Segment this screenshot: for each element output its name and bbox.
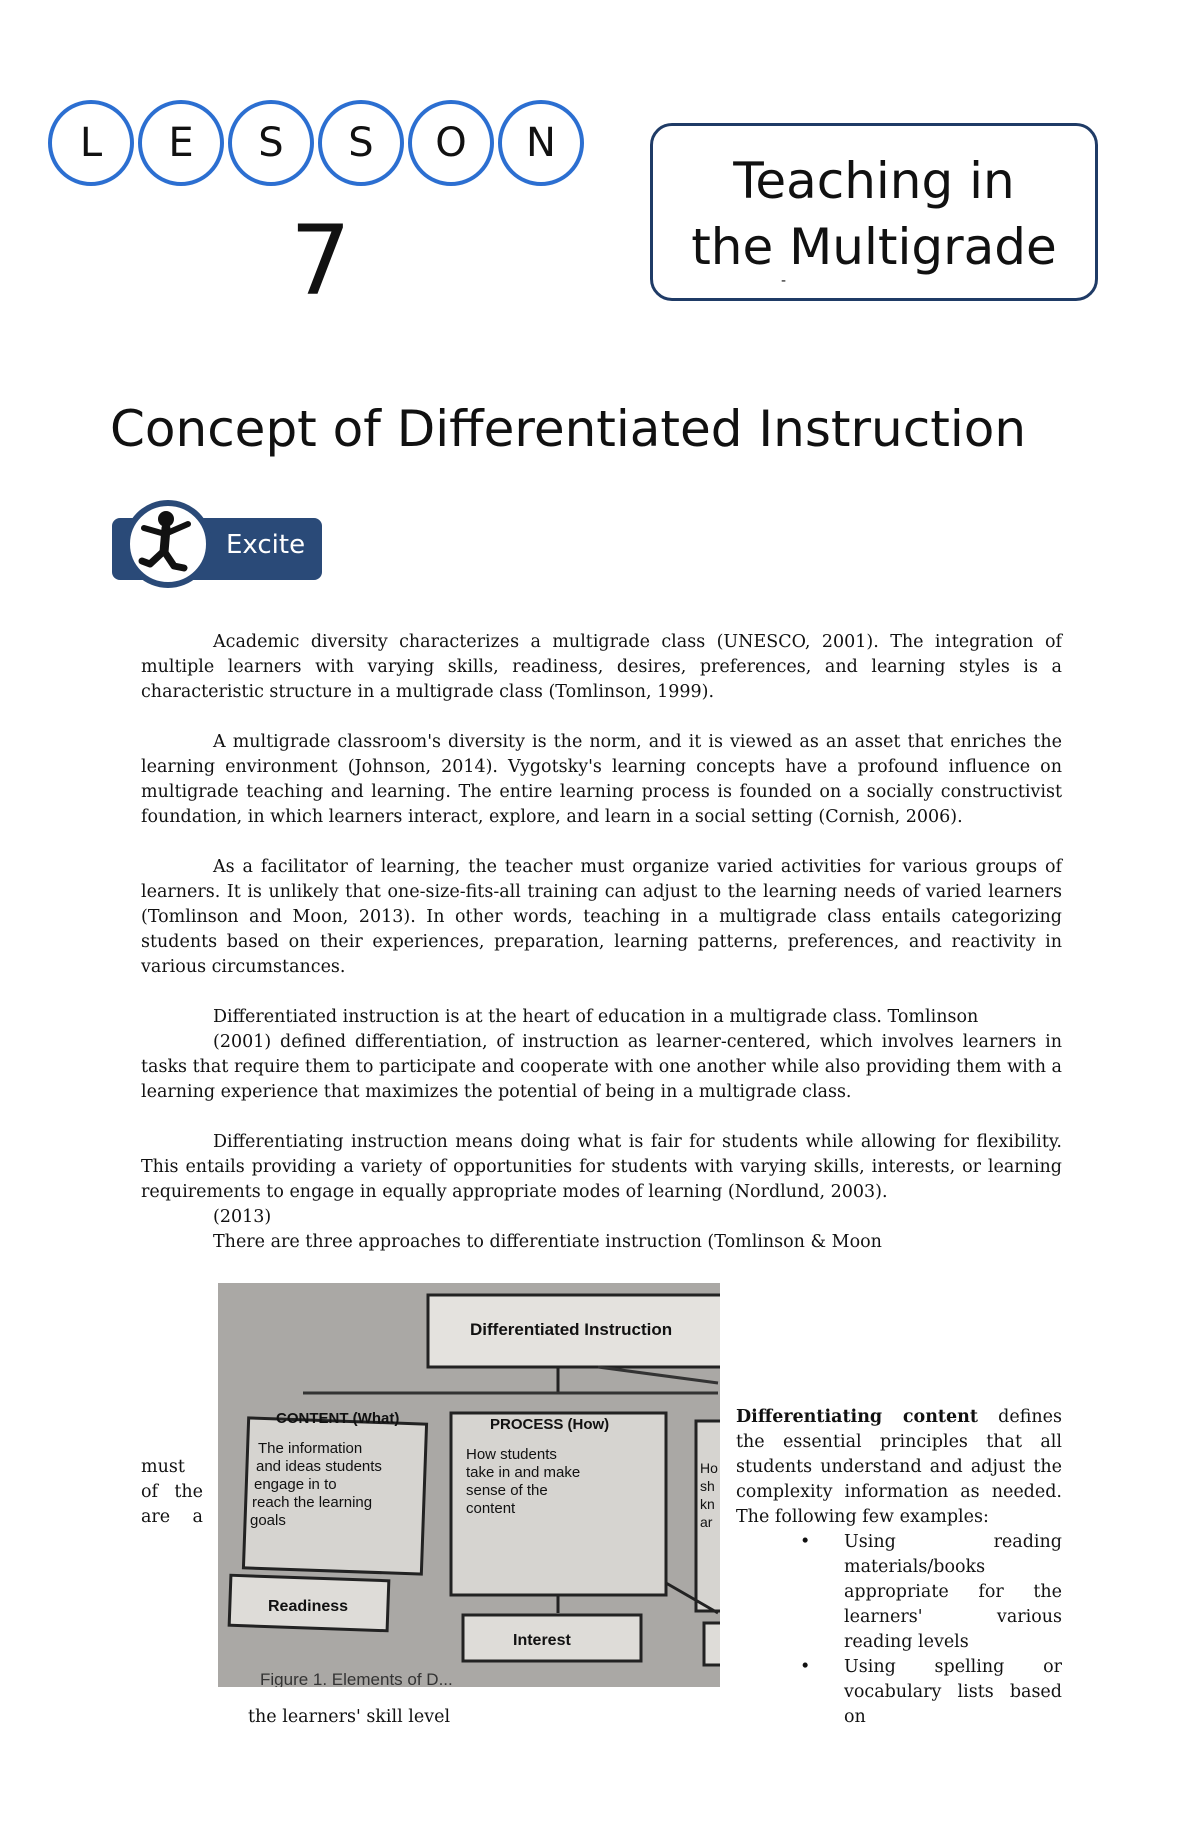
lesson-letter-n: N [498, 100, 584, 186]
lesson-letter-s2: S [318, 100, 404, 186]
lesson-number: 7 [290, 205, 352, 317]
bullet-icon: • [800, 1657, 811, 1677]
excite-label: Excite [226, 530, 306, 560]
paragraph-4 [141, 1030, 1062, 1105]
paragraph-5 [141, 1130, 1062, 1205]
figure-diagram [218, 1283, 720, 1687]
paragraph-2 [141, 730, 1062, 830]
side-paragraph [736, 1405, 1062, 1530]
left-fragment-2: of the [141, 1482, 203, 1502]
lesson-letter-e: E [138, 100, 224, 186]
approaches-line: There are three approaches to differentiate instruction (Tomlinson & Moon [213, 1232, 882, 1252]
bottom-line: the learners' skill level [248, 1707, 451, 1727]
paragraph-4-text: (2001) defined differentiation, of instruction as learner-centered, which involves learners in tasks that require them to participate and cooperate with one another while also providing them with a learning experience that maximizes the potential of being in a multigrade class. [141, 1032, 1062, 1102]
fig-process-line2: take in and make [466, 1464, 581, 1481]
lesson-letter-l: L [48, 100, 134, 186]
fig-readiness-label: Readiness [268, 1598, 349, 1615]
paragraph-3 [141, 855, 1062, 980]
lesson-letter-o: O [408, 100, 494, 186]
title-mark: - [781, 273, 787, 289]
lesson-title-line1: Teaching in [733, 152, 1015, 210]
lesson-title-box [650, 123, 1098, 301]
fig-partial-2: sh [700, 1478, 715, 1494]
lesson-letter-s1: S [228, 100, 314, 186]
fig-content-line4: reach the learning [252, 1494, 373, 1511]
fig-interest-label: Interest [513, 1632, 571, 1649]
paragraph-2-text: A multigrade classroom's diversity is the norm, and it is viewed as an asset that enriches the learning environment (Johnson, 2014). Vygotsky's learning concepts have a profound influence on multigrade teaching and learning. The entire learning process is founded on a socially constructivist foundation, in which learners interact, explore, and learn in a social setting (Cornish, 2006). [141, 732, 1062, 827]
list-item [800, 1655, 1062, 1730]
side-bold: Differentiating content [736, 1407, 978, 1427]
fig-content-line3: engage in to [254, 1476, 337, 1493]
paragraph-4-line1: Differentiated instruction is at the heart of education in a multigrade class. Tomlinson [213, 1007, 979, 1027]
paragraph-1-text: Academic diversity characterizes a multigrade class (UNESCO, 2001). The integration of multiple learners with varying skills, readiness, desires, preferences, and learning styles is a characteristic structure in a multigrade class (Tomlinson, 1999). [141, 632, 1062, 702]
fig-content-line1: The information [258, 1440, 363, 1457]
left-fragment-3: are a [141, 1507, 203, 1527]
bullet-icon: • [800, 1532, 811, 1552]
fig-content-line2: and ideas students [256, 1458, 382, 1475]
paragraph-3-text: As a facilitator of learning, the teacher must organize varied activities for various groups of learners. It is unlikely that one-size-fits-all training can adjust to the learning needs of varied learners (Tomlinson and Moon, 2013). In other words, teaching in a multigrade class entails categorizing students based on their experiences, preparation, learning patterns, preferences, and reactivity in various circumstances. [141, 857, 1062, 977]
fig-partial-4: ar [700, 1514, 713, 1530]
bullet-1-text: Using reading materials/books appropriate for the learners' various reading levels [844, 1532, 1062, 1652]
page-title: Concept of Differentiated Instruction [110, 400, 1027, 458]
fig-process-line3: sense of the [466, 1482, 548, 1499]
left-fragment-1: must [141, 1457, 185, 1477]
side-rest: defines the essential principles that all students understand and adjust the complexity information as needed. The following few examples: [736, 1407, 1062, 1527]
fig-content-title: CONTENT (What) [276, 1410, 400, 1427]
fig-process-line4: content [466, 1500, 516, 1517]
figure-photo [218, 1283, 720, 1687]
fig-process-title: PROCESS (How) [490, 1416, 610, 1433]
fig-top-label: Differentiated Instruction [470, 1320, 673, 1339]
jumping-person-icon [130, 506, 206, 582]
fig-partial-1: Ho [700, 1460, 718, 1476]
lesson-title-line2: the Multigrade [691, 218, 1057, 276]
example-list [800, 1530, 1062, 1730]
fig-partial-3: kn [700, 1496, 715, 1512]
bullet-2-text: Using spelling or vocabulary lists based on [844, 1657, 1062, 1727]
fig-caption: Figure 1. Elements of D... [260, 1670, 453, 1687]
list-item [800, 1530, 1062, 1655]
fig-content-line5: goals [250, 1512, 286, 1529]
excite-icon-circle [124, 500, 212, 588]
paragraph-1 [141, 630, 1062, 705]
year-line: (2013) [213, 1207, 272, 1227]
paragraph-5-text: Differentiating instruction means doing what is fair for students while allowing for flexibility. This entails providing a variety of opportunities for students with varying skills, interests, or learning requirements to engage in equally appropriate modes of learning (Nordlund, 2003). [141, 1132, 1062, 1202]
fig-process-line1: How students [466, 1446, 557, 1463]
